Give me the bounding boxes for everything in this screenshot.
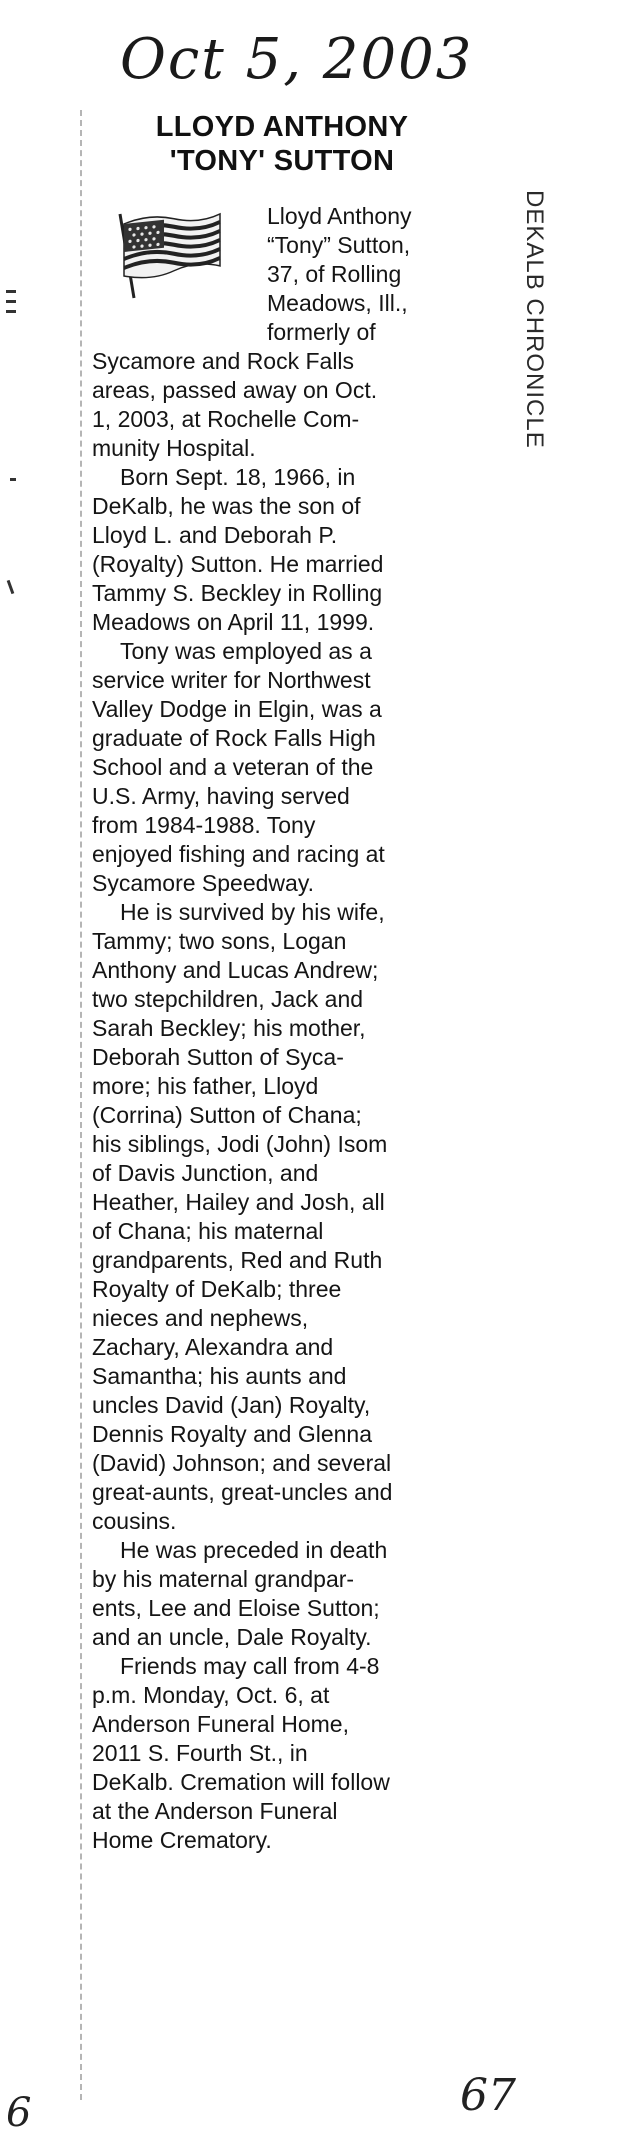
adjacent-column-fragment	[6, 290, 16, 293]
text-line: of Chana; his maternal	[92, 1218, 324, 1244]
text-line: U.S. Army, having served	[92, 783, 350, 809]
text-line: Lloyd L. and Deborah P.	[92, 522, 338, 548]
text-line: Born Sept. 18, 1966, in	[120, 464, 356, 490]
intro-text-beside-flag	[92, 202, 472, 347]
adjacent-column-fragment	[7, 580, 15, 594]
text-line: Dennis Royalty and Glenna	[92, 1421, 372, 1447]
text-line: Royalty of DeKalb; three	[92, 1276, 342, 1302]
text-line: his siblings, Jodi (John) Isom	[92, 1131, 388, 1157]
text-line: and an uncle, Dale Royalty.	[92, 1624, 372, 1650]
text-line: Tammy; two sons, Logan	[92, 928, 347, 954]
adjacent-column-fragment	[10, 478, 16, 481]
adjacent-column-fragment	[6, 310, 16, 313]
text-line: p.m. Monday, Oct. 6, at	[92, 1682, 330, 1708]
text-line: Lloyd Anthony	[267, 203, 412, 229]
page-mark-right: 67	[460, 2070, 516, 2121]
text-line: cousins.	[92, 1508, 177, 1534]
paragraph-career	[92, 637, 472, 898]
text-line: uncles David (Jan) Royalty,	[92, 1392, 371, 1418]
paragraph-preceded	[92, 1536, 472, 1652]
text-line: “Tony” Sutton,	[267, 232, 411, 258]
text-line: Sycamore Speedway.	[92, 870, 315, 896]
text-line: at the Anderson Funeral	[92, 1798, 338, 1824]
text-line: Deborah Sutton of Syca-	[92, 1044, 344, 1070]
text-line: service writer for Northwest	[92, 667, 371, 693]
text-line: DeKalb, he was the son of	[92, 493, 361, 519]
text-line: School and a veteran of the	[92, 754, 374, 780]
text-line: He is survived by his wife,	[120, 899, 385, 925]
newspaper-name-label: DEKALB CHRONICLE	[521, 190, 548, 449]
text-line: two stepchildren, Jack and	[92, 986, 364, 1012]
page-mark-left: 6	[6, 2090, 32, 2136]
text-line: by his maternal grandpar-	[92, 1566, 355, 1592]
text-line: Tony was employed as a	[120, 638, 372, 664]
text-line: Meadows on April 11, 1999.	[92, 609, 375, 635]
text-line: DeKalb. Cremation will follow	[92, 1769, 390, 1795]
text-line: 37, of Rolling	[267, 261, 402, 287]
paragraph-survivors	[92, 898, 472, 1536]
text-line: Heather, Hailey and Josh, all	[92, 1189, 385, 1215]
text-line: Friends may call from 4-8	[120, 1653, 380, 1679]
text-line: 1, 2003, at Rochelle Com-	[92, 406, 360, 432]
obituary-headline	[92, 110, 472, 178]
text-line: Tammy S. Beckley in Rolling	[92, 580, 383, 606]
text-line: (Corrina) Sutton of Chana;	[92, 1102, 362, 1128]
adjacent-column-fragment	[6, 300, 16, 303]
text-line: Home Crematory.	[92, 1827, 272, 1853]
obituary-article	[92, 110, 472, 1853]
headline-line-2: 'TONY' SUTTON	[169, 145, 395, 177]
text-line: munity Hospital.	[92, 435, 256, 461]
text-line: ents, Lee and Eloise Sutton;	[92, 1595, 380, 1621]
text-line: Meadows, Ill.,	[267, 290, 408, 316]
paragraph-birth	[92, 463, 472, 637]
text-line: grandparents, Red and Ruth	[92, 1247, 383, 1273]
text-line: (Royalty) Sutton. He married	[92, 551, 384, 577]
paragraph-services	[92, 1652, 472, 1855]
text-line: Sycamore and Rock Falls	[92, 348, 355, 374]
paragraph-passing	[92, 347, 472, 463]
obituary-body	[92, 202, 472, 1855]
text-line: more; his father, Lloyd	[92, 1073, 319, 1099]
text-line: great-aunts, great-uncles and	[92, 1479, 393, 1505]
handwritten-date: Oct 5, 2003	[120, 27, 474, 92]
text-line: Zachary, Alexandra and	[92, 1334, 334, 1360]
text-line: Valley Dodge in Elgin, was a	[92, 696, 382, 722]
text-line: areas, passed away on Oct.	[92, 377, 378, 403]
text-line: Sarah Beckley; his mother,	[92, 1015, 366, 1041]
text-line: 2011 S. Fourth St., in	[92, 1740, 308, 1766]
text-line: nieces and nephews,	[92, 1305, 309, 1331]
text-line: of Davis Junction, and	[92, 1160, 319, 1186]
text-line: enjoyed fishing and racing at	[92, 841, 385, 867]
text-line: graduate of Rock Falls High	[92, 725, 376, 751]
headline-line-1: LLOYD ANTHONY	[155, 111, 409, 143]
text-line: formerly of	[267, 319, 376, 345]
text-line: (David) Johnson; and several	[92, 1450, 392, 1476]
obituary-clipping	[80, 110, 482, 2100]
text-line: from 1984-1988. Tony	[92, 812, 316, 838]
text-line: Samantha; his aunts and	[92, 1363, 347, 1389]
text-line: Anthony and Lucas Andrew;	[92, 957, 379, 983]
text-line: Anderson Funeral Home,	[92, 1711, 349, 1737]
text-line: He was preceded in death	[120, 1537, 388, 1563]
